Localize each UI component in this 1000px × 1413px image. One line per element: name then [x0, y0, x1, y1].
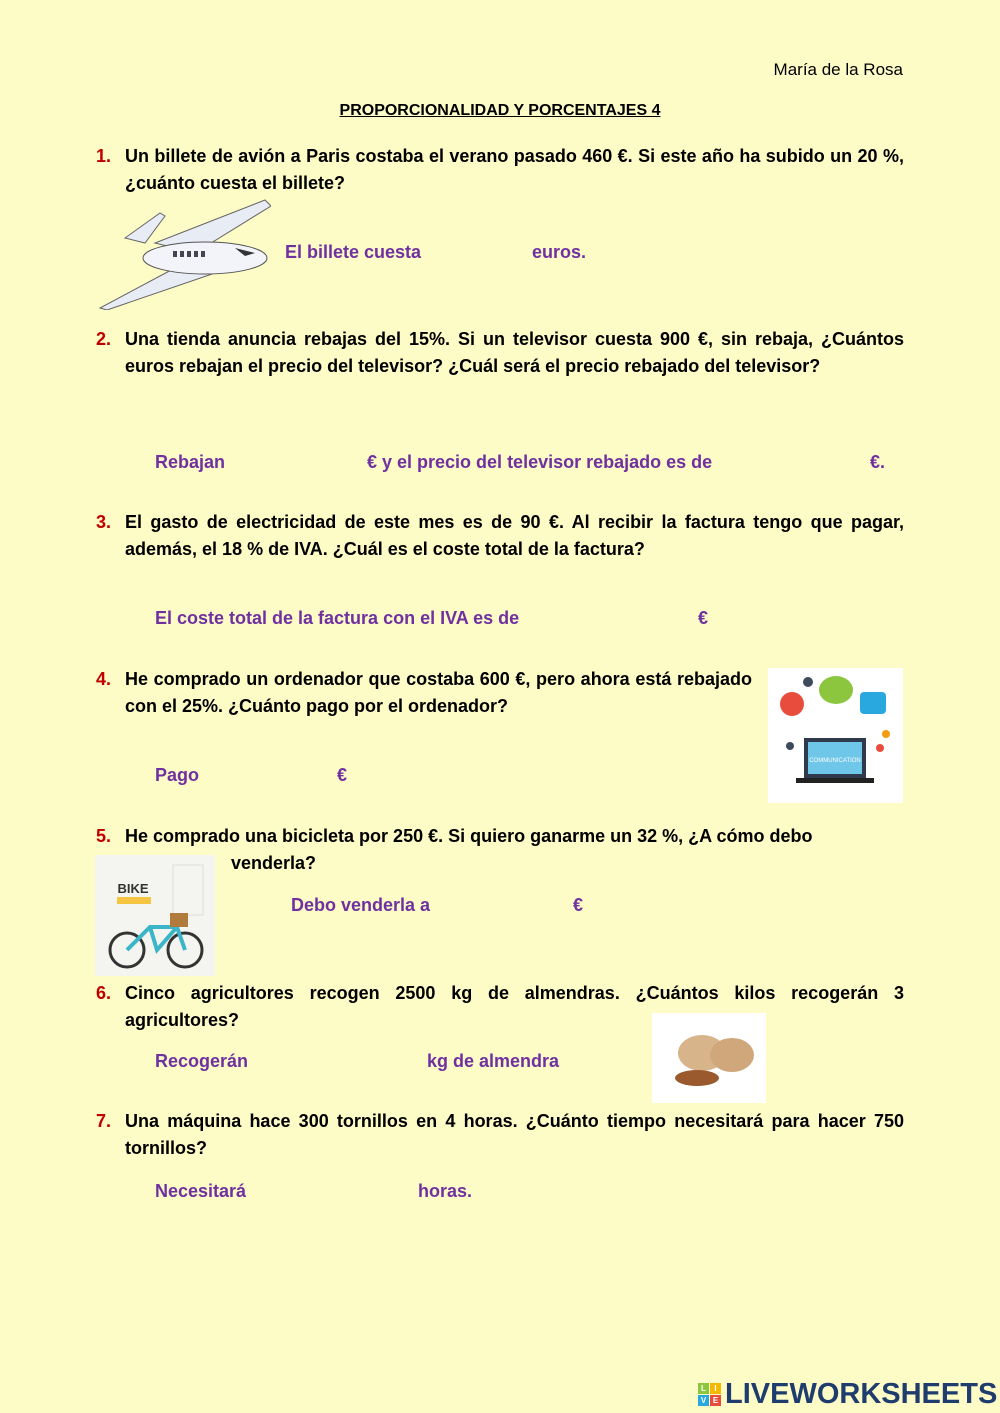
question-number: 1.: [96, 146, 112, 166]
answer-input-7[interactable]: [265, 1179, 414, 1205]
answer-label: €: [698, 608, 709, 628]
question-text: Un billete de avión a Paris costaba el verano pasado 460 €. Si este año ha subido un 20 %, ¿cuánto cuesta el billete?: [125, 146, 904, 193]
question-text: Una tienda anuncia rebajas del 15%. Si un televisor cuesta 900 €, sin rebaja, ¿Cuántos euros rebajan el precio del televisor? ¿Cuál será el precio rebajado del televisor?: [125, 329, 904, 376]
page-title: PROPORCIONALIDAD Y PORCENTAJES 4: [339, 102, 661, 119]
question-text: He comprado una bicicleta por 250 €. Si quiero ganarme un 32 %, ¿A cómo debo: [125, 826, 813, 846]
logo-icon: [698, 1383, 721, 1406]
question-6: [96, 980, 904, 1034]
question-number: 4.: [96, 669, 112, 689]
question-text: Cinco agricultores recogen 2500 kg de almendras. ¿Cuántos kilos recogerán 3 agricultores?: [125, 983, 904, 1030]
almonds-image: [652, 1013, 766, 1103]
question-3: [96, 509, 904, 563]
answer-input-2b[interactable]: [760, 450, 869, 476]
answer-label: Recogerán: [155, 1051, 249, 1071]
answer-label: €: [573, 895, 584, 915]
answer-input-3[interactable]: [570, 606, 694, 632]
answer-input-1[interactable]: [445, 240, 529, 266]
answer-input-4[interactable]: [215, 763, 334, 789]
question-5: [96, 823, 904, 877]
answer-label: € y el precio del televisor rebajado es de: [367, 452, 713, 472]
question-number: 6.: [96, 983, 112, 1003]
answer-label: €: [337, 765, 348, 785]
answer-label: kg de almendra: [427, 1051, 560, 1071]
question-1: [96, 143, 904, 197]
answer-label: euros.: [532, 242, 587, 262]
liveworksheets-logo: [698, 1378, 997, 1411]
bike-label: BIKE: [117, 881, 149, 896]
logo-letter: L: [698, 1383, 709, 1394]
answer-label: El billete cuesta: [285, 242, 422, 262]
question-text-continued: venderla?: [231, 853, 317, 873]
question-number: 3.: [96, 512, 112, 532]
question-text: He comprado un ordenador que costaba 600 €, pero ahora está rebajado con el 25%. ¿Cuánto pago por el ordenador?: [125, 669, 752, 716]
answer-label: €.: [870, 452, 886, 472]
answer-label: Necesitará: [155, 1181, 247, 1201]
question-number: 7.: [96, 1111, 112, 1131]
question-number: 2.: [96, 329, 112, 349]
question-7: [96, 1108, 904, 1162]
question-text: El gasto de electricidad de este mes es de 90 €. Al recibir la factura tengo que pagar, además, el 18 % de IVA. ¿Cuál es el coste total de la factura?: [125, 512, 904, 559]
answer-label: Rebajan: [155, 452, 226, 472]
answer-input-6[interactable]: [270, 1049, 424, 1075]
author: María de la Rosa: [773, 60, 903, 79]
question-number: 5.: [96, 826, 112, 846]
answer-input-2a[interactable]: [240, 450, 364, 476]
answer-label: horas.: [418, 1181, 473, 1201]
logo-letter: I: [710, 1383, 721, 1394]
logo-text: LIVEWORKSHEETS: [725, 1378, 998, 1410]
question-2: [96, 326, 904, 380]
airplane-image: [95, 198, 271, 310]
answer-label: Pago: [155, 765, 200, 785]
logo-letter: V: [698, 1395, 709, 1406]
answer-label: Debo venderla a: [291, 895, 431, 915]
question-4: [96, 666, 752, 720]
answer-input-5[interactable]: [455, 893, 574, 919]
question-text: Una máquina hace 300 tornillos en 4 horas. ¿Cuánto tiempo necesitará para hacer 750 tornillos?: [125, 1111, 904, 1158]
bicycle-image: [95, 855, 215, 976]
answer-label: El coste total de la factura con el IVA es de: [155, 608, 520, 628]
laptop-label: COMMUNICATION: [809, 758, 861, 764]
laptop-communication-image: [768, 668, 903, 803]
logo-letter: E: [710, 1395, 721, 1406]
